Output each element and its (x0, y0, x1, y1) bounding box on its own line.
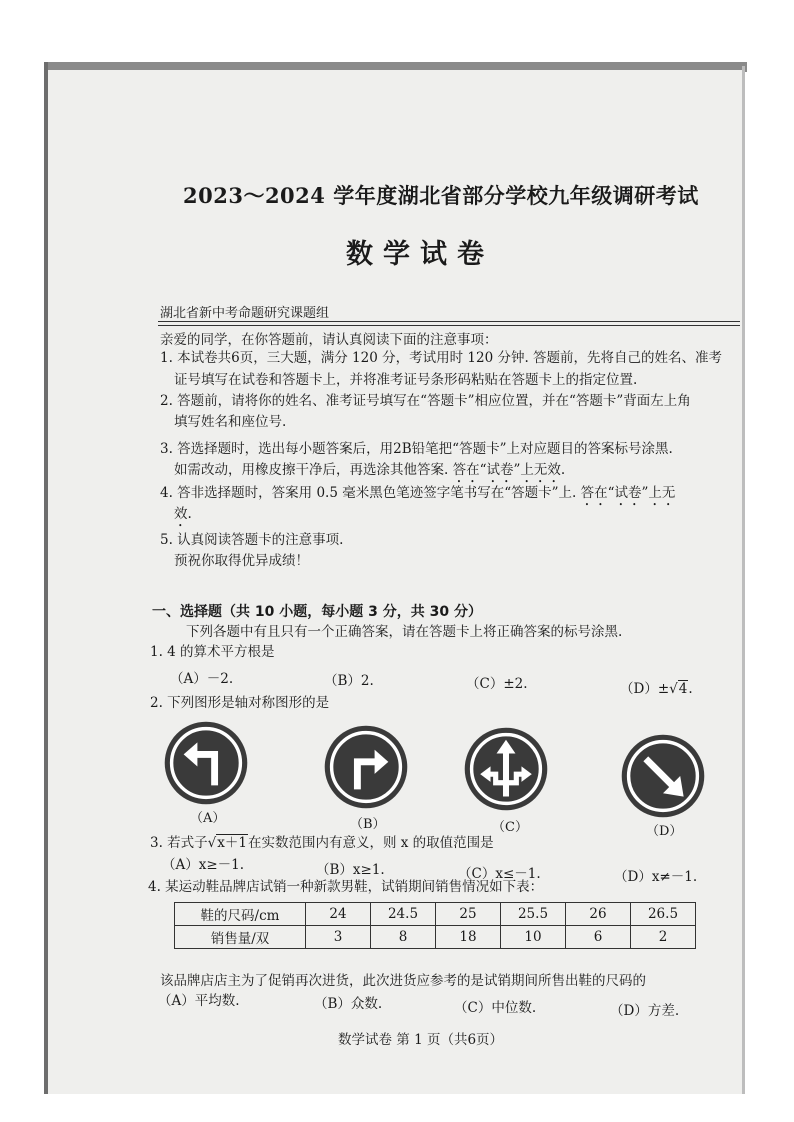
table-cell: 24 (306, 903, 371, 926)
issuer-label: 湖北省新中考命题研究课题组 (160, 306, 330, 321)
table-cell: 10 (501, 926, 566, 949)
notice-item-2-line1: 2. 答题前，请将你的姓名、准考证号填写在“答题卡”相应位置，并在“答题卡”背面左上角 (160, 393, 691, 409)
q4-option-a: （A）平均数. (158, 993, 240, 1009)
q1-option-d: （D）±√4. (620, 681, 693, 697)
q1-option-a: （A）－2. (170, 671, 234, 687)
table-cell: 2 (631, 926, 696, 949)
q1-option-b: （B）2. (324, 673, 374, 689)
table-cell: 24.5 (371, 903, 436, 926)
notice-item-4-line2: 效. (174, 506, 192, 522)
table-cell: 26.5 (631, 903, 696, 926)
page-footer: 数学试卷 第 1 页（共6页） (338, 1032, 504, 1048)
turn-right-arrow-icon (323, 724, 409, 810)
notice-item-2-line2: 填写姓名和座位号. (174, 414, 287, 430)
notice-item-1-line2: 证号填写在试卷和答题卡上，并将准考证号条形码粘贴在答题卡上的指定位置. (174, 372, 638, 388)
notice-item-1-line1: 1. 本试卷共6页，三大题，满分 120 分，考试用时 120 分钟. 答题前，先将自己的姓名、准考 (160, 350, 723, 366)
q2-option-a-label: （A） (190, 811, 226, 826)
exam-subtitle: 数学试卷 (346, 239, 494, 270)
table-row-sizes (175, 903, 696, 926)
q4-question: 该品牌店店主为了促销再次进货，此次进货应参考的是试销期间所售出鞋的尺码的 (160, 973, 646, 989)
table-cell: 26 (566, 903, 631, 926)
q1-option-c: （C）±2. (466, 676, 528, 692)
section-1-heading: 一、选择题（共 10 小题，每小题 3 分，共 30 分） (152, 604, 482, 620)
section-1-instruction: 下列各题中有且只有一个正确答案，请在答题卡上将正确答案的标号涂黑. (186, 624, 623, 640)
table-cell: 18 (436, 926, 501, 949)
header-rule-top (158, 321, 740, 322)
turn-left-arrow-icon (163, 720, 249, 806)
table-cell: 25.5 (501, 903, 566, 926)
notice-item-5-line1: 5. 认真阅读答题卡的注意事项. (160, 532, 344, 548)
table-header-size: 鞋的尺码/cm (175, 903, 306, 926)
q3-stem: 3. 若式子√x＋1在实数范围内有意义，则 x 的取值范围是 (150, 835, 494, 851)
q1-stem: 1. 4 的算术平方根是 (150, 644, 275, 660)
down-right-arrow-icon (620, 733, 706, 819)
header-rule-bottom (158, 325, 740, 326)
sqrt-symbol: √ (669, 681, 678, 697)
sqrt-symbol: √ (207, 835, 217, 851)
q2-option-b-label: （B） (350, 817, 386, 832)
exam-title: 2023～2024 学年度湖北省部分学校九年级调研考试 (183, 183, 699, 208)
emphasis-answer-on-paper-invalid-2: 答在“试卷”上无 (580, 485, 676, 501)
q2-option-d-label: （D） (646, 824, 683, 839)
q3-option-c: （C）x≤－1. (458, 866, 541, 882)
q2-stem: 2. 下列图形是轴对称图形的是 (150, 695, 330, 711)
table-row-sales (175, 926, 696, 949)
table-cell: 8 (371, 926, 436, 949)
notice-intro: 亲爱的同学，在你答题前，请认真阅读下面的注意事项： (160, 332, 498, 348)
q2-option-c-label: （C） (492, 820, 528, 835)
q4-option-b: （B）众数. (314, 996, 383, 1012)
notice-blessing: 预祝你取得优异成绩！ (174, 553, 309, 569)
table-cell: 25 (436, 903, 501, 926)
notice-item-3-line2: 如需改动，用橡皮擦干净后，再选涂其他答案. 答在“试卷”上无效. (174, 462, 566, 478)
straight-left-right-arrow-icon (463, 726, 549, 812)
notice-item-3-line1: 3. 答选择题时，选出每小题答案后，用2B铅笔把“答题卡”上对应题目的答案标号涂黑. (160, 441, 673, 457)
q3-option-d: （D）x≠－1. (614, 869, 698, 885)
q4-stem: 4. 某运动鞋品牌店试销一种新款男鞋，试销期间销售情况如下表： (148, 879, 544, 895)
table-cell: 6 (566, 926, 631, 949)
table-header-sales: 销售量/双 (175, 926, 306, 949)
q4-sales-table (174, 902, 696, 949)
q3-option-b: （B）x≥1. (316, 862, 385, 878)
scan-edge-right (742, 66, 745, 1094)
emphasis-answer-on-paper-invalid: 答在“试卷”上无效 (452, 462, 561, 478)
q3-option-a: （A）x≥－1. (162, 857, 245, 873)
table-cell: 3 (306, 926, 371, 949)
q4-option-d: （D）方差. (610, 1003, 680, 1019)
notice-item-4-line1: 4. 答非选择题时，答案用 0.5 毫米黑色笔迹签字笔书写在“答题卡”上. 答在“试卷”上无 (160, 485, 676, 501)
q4-option-c: （C）中位数. (454, 1000, 537, 1016)
